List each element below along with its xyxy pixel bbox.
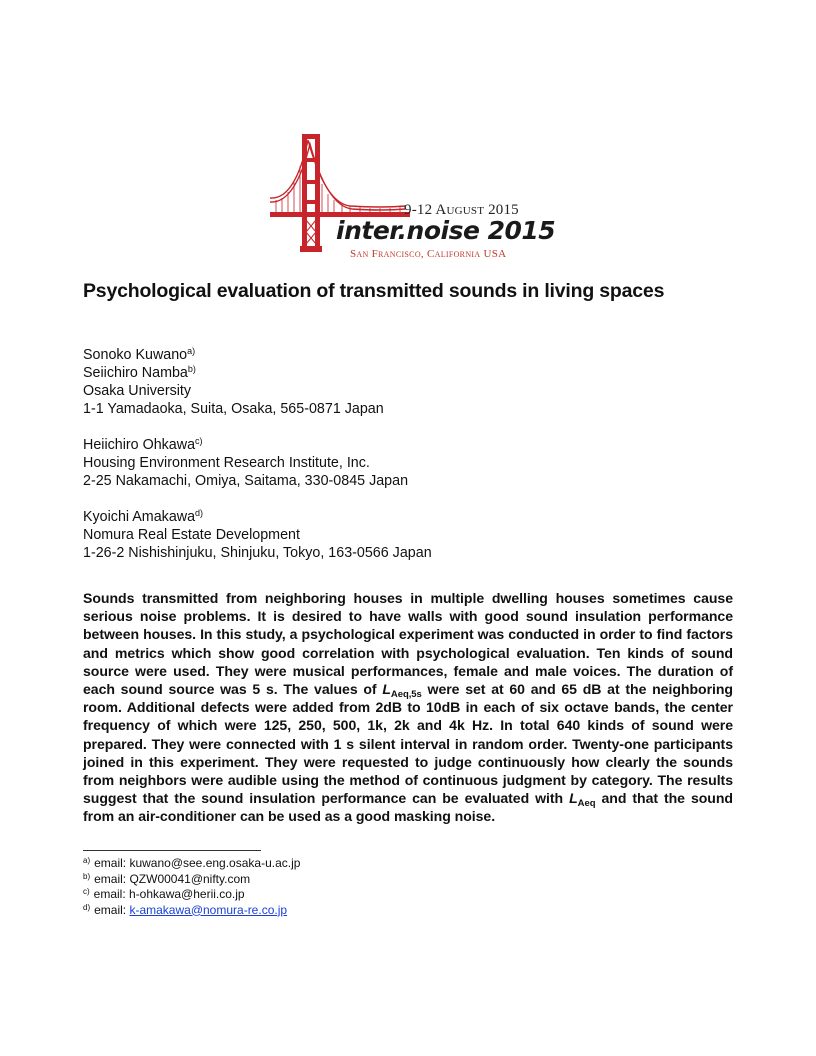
footnote: $^{a)}$ email: kuwano@see.eng.osaka-u.ac.jp <box>83 856 301 870</box>
affiliation-name: Osaka University <box>83 383 192 399</box>
author-list <box>83 346 733 580</box>
footnote: $^{d)}$ email: k-amakawa@nomura-re.co.jp <box>83 902 288 917</box>
conference-logo <box>270 128 560 268</box>
email-text: h-ohkawa@herii.co.jp <box>129 887 245 901</box>
laeq-symbol: $L_{Aeq,5s}$ <box>382 681 422 701</box>
affiliation-name: Nomura Real Estate Development <box>83 527 300 543</box>
author-name: Sonoko Kuwano$^{a)}$ <box>83 346 196 363</box>
conference-name: inter.noise 2015 <box>336 216 556 245</box>
email-text: QZW00041@nifty.com <box>129 871 251 886</box>
email-link[interactable]: k-amakawa@nomura-re.co.jp <box>129 902 288 917</box>
laeq-symbol: $L_{Aeq}$ <box>569 790 596 810</box>
author-affiliation-herii <box>83 436 733 490</box>
footnote-mark: c) <box>195 436 203 446</box>
footnote-divider <box>83 850 261 851</box>
footnote-mark: d) <box>195 508 204 518</box>
footnote: $^{c)}$ email: h-ohkawa@herii.co.jp <box>83 887 245 901</box>
conference-date: 9-12 August 2015 <box>404 202 519 218</box>
author-affiliation-nomura <box>83 508 733 562</box>
author-affiliation-osaka <box>83 346 733 418</box>
affiliation-address: 1-26-2 Nishishinjuku, Shinjuku, Tokyo, 163-0566 Japan <box>83 545 432 561</box>
footnotes <box>83 856 300 918</box>
paper-title: Psychological evaluation of transmitted sounds in living spaces <box>83 280 665 302</box>
author-name: Kyoichi Amakawa$^{d)}$ <box>83 508 204 525</box>
abstract: Sounds transmitted from neighboring houses in multiple dwelling houses sometimes cause serious noise problems. It is desired to have walls with good sound insulation performance between houses. In this study, a psychological experiment was conducted in order to find factors and metrics which show good correlation with psychological evaluation. Ten kinds of sound source were used. They were musical performances, female and male voices. The duration of each sound source was 5 s. The values of $L_{Aeq,5s}$ were set at 60 and 65 dB at the neighboring room. Additional defects were added from 2dB to 10dB in each of six octave bands, the center frequency of which were 125, 250, 500, 1k, 2k and 4k Hz. In total 640 kinds of sound were prepared. They were connected with 1 s silent interval in random order. Twenty-one participants joined in this experiment. They were requested to judge continuously how clearly the sounds from neighbors were audible using the method of continuous judgment by category. The results suggest that the sound insulation performance can be evaluated with $L_{Aeq}$ and that the sound from an air-conditioner can be used as a good masking noise. <box>83 590 733 825</box>
golden-gate-bridge-icon <box>270 128 560 268</box>
affiliation-address: 2-25 Nakamachi, Omiya, Saitama, 330-0845 Japan <box>83 473 409 489</box>
affiliation-address: 1-1 Yamadaoka, Suita, Osaka, 565-0871 Japan <box>83 401 384 417</box>
affiliation-name: Housing Environment Research Institute, Inc. <box>83 455 370 471</box>
conference-location: San Francisco, California USA <box>350 248 507 260</box>
footnote-mark: a) <box>187 346 196 356</box>
email-text: kuwano@see.eng.osaka-u.ac.jp <box>129 856 301 870</box>
author-name: Seiichiro Namba$^{b)}$ <box>83 364 196 381</box>
footnote-mark: b) <box>187 364 196 374</box>
footnote: $^{b)}$ email: QZW00041@nifty.com <box>83 871 251 886</box>
author-name: Heiichiro Ohkawa$^{c)}$ <box>83 436 203 453</box>
